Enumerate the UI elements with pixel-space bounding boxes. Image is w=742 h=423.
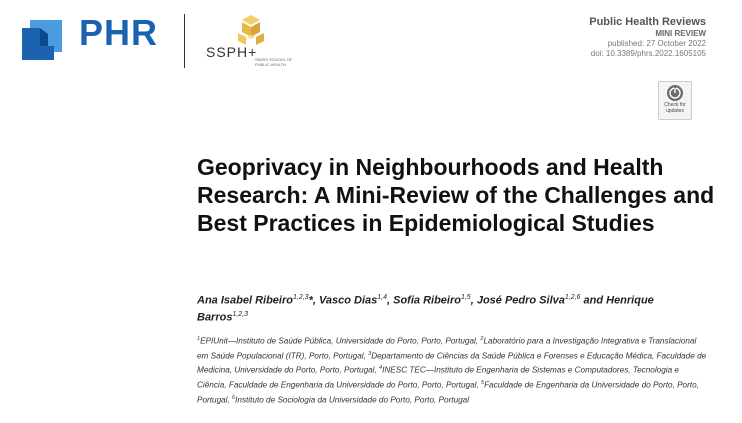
author-affiliation-sup: 1,5: [460, 294, 471, 301]
journal-info: [589, 16, 706, 58]
affiliation-text: INESC TEC—Instituto de Engenharia de Sistemas e Computadores, Tecnologia e Ciência, Faculdade de Engenharia da Universidade do Porto, Porto, Portugal,: [197, 366, 679, 390]
affiliation-text: Laboratório para a Investigação Integrativa e Translacional em Saúde Populacional (ITR), Porto, Portugal,: [197, 336, 697, 361]
article-type: MINI REVIEW: [655, 29, 706, 38]
author-affiliation-sup: 1,4: [377, 294, 387, 301]
author-affiliation-sup: 1,2,3: [292, 294, 309, 301]
author-separator: ,: [470, 294, 477, 307]
affiliation-sup: 5: [481, 380, 485, 387]
author-affiliation-sup: 1,2,3: [232, 310, 249, 318]
check-updates-icon: [667, 85, 683, 101]
author-name[interactable]: Ana Isabel Ribeiro: [197, 294, 293, 307]
check-for-updates-button[interactable]: [658, 81, 692, 120]
ssph-logo-icon: [234, 13, 268, 47]
affiliation-sup: 1: [197, 336, 201, 342]
phr-logo-text: PHR: [79, 12, 159, 53]
author-name[interactable]: Sofia Ribeiro: [393, 294, 461, 307]
ssph-logo-subtext: SWISS SCHOOL OF PUBLIC HEALTH: [255, 57, 293, 67]
check-updates-line-2: updates: [666, 108, 684, 114]
author-list: [197, 291, 687, 324]
author-name[interactable]: Vasco Dias: [318, 294, 378, 307]
journal-name: Public Health Reviews: [589, 16, 706, 28]
affiliation-text: Faculdade de Engenharia da Universidade do Porto, Porto, Portugal,: [197, 380, 699, 405]
affiliation-text: EPIUnit—Instituto de Saúde Pública, Universidade do Porto, Porto, Portugal,: [200, 336, 481, 346]
doi: doi: 10.3389/phrs.2022.1605105: [590, 49, 706, 58]
ssph-logo-text: SSPH+: [206, 44, 258, 60]
affiliation-sup: 3: [368, 350, 372, 357]
article-title: Geoprivacy in Neighbourhoods and Health Research: A Mini-Review of the Challenges and Best Practices in Epidemiological Studies: [197, 154, 715, 236]
affiliation-sup: 6: [232, 394, 236, 401]
logo-divider: [184, 14, 185, 68]
affiliation-sup: 2: [480, 336, 484, 342]
affiliation-sup: 4: [379, 365, 383, 372]
affiliation-text: Departamento de Ciências da Saúde Pública e Forenses e Educação Médica, Faculdade de Medicina, Universidade do Porto, Porto, Portugal,: [197, 351, 707, 376]
phr-logo-icon: [22, 16, 70, 60]
author-separator: ,: [387, 294, 394, 307]
affiliation-text: Instituto de Sociologia da Universidade do Porto, Porto, Portugal: [235, 395, 470, 405]
author-separator: *,: [308, 294, 319, 307]
author-affiliation-sup: 1,2,6: [564, 294, 581, 301]
published-date: published: 27 October 2022: [607, 39, 706, 48]
check-updates-line-1: Check for: [664, 102, 686, 108]
author-name[interactable]: Henrique Barros: [197, 294, 654, 324]
affiliations: [197, 333, 707, 407]
author-name[interactable]: José Pedro Silva: [476, 294, 565, 307]
author-separator: and: [580, 294, 607, 307]
